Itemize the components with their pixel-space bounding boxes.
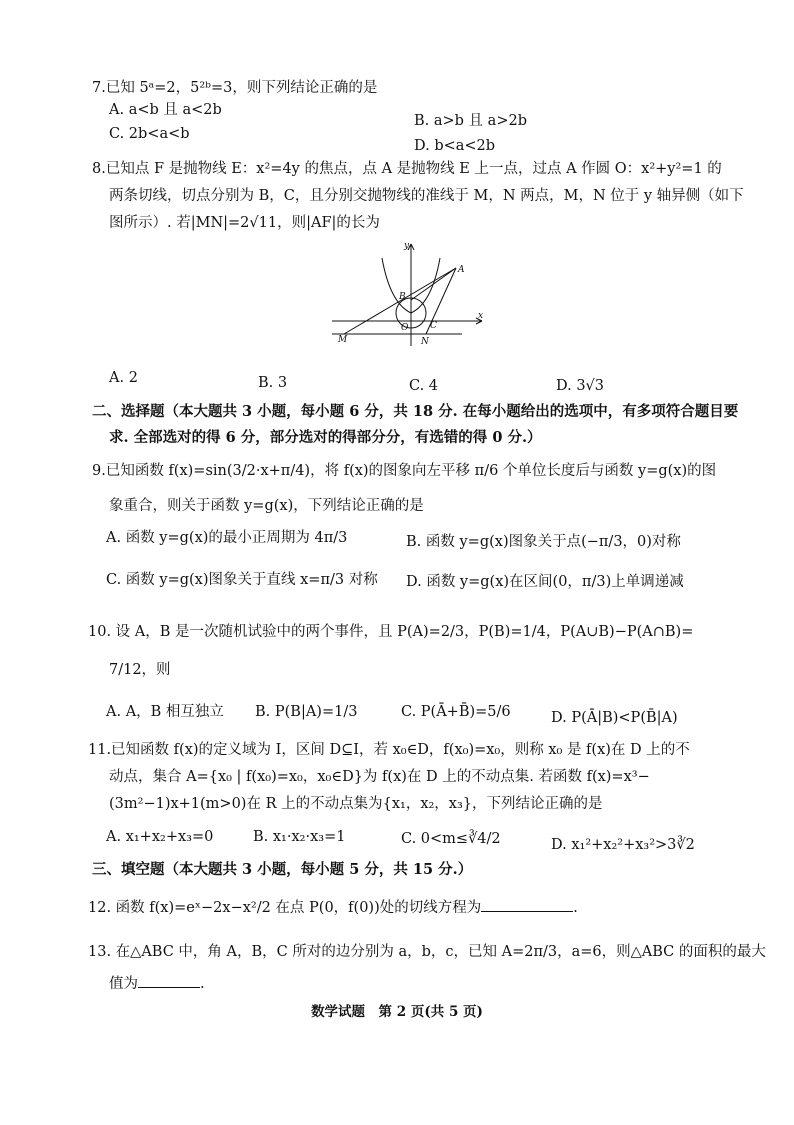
label-b: B	[399, 292, 406, 302]
q7-option-b: B. a>b 且 a>2b	[414, 113, 527, 129]
q9-option-a: A. 函数 y=g(x)的最小正周期为 4π/3	[106, 530, 348, 546]
q10-option-c: C. P(Ā+B̄)=5/6	[401, 704, 511, 720]
q9-line-2: 象重合，则关于函数 y=g(x)，下列结论正确的是	[109, 498, 424, 514]
q10-line-2: 7/12，则	[109, 662, 171, 678]
q7-option-d: D. b<a<2b	[414, 138, 496, 154]
q11-line-2: 动点，集合 A={x₀ | f(x₀)=x₀，x₀∈D}为 f(x)在 D 上的不动点集. 若函数 f(x)=x³−	[109, 769, 650, 785]
section-2-line-2: 求. 全部选对的得 6 分，部分选对的得部分分，有选错的得 0 分.）	[109, 429, 542, 446]
q8-option-c: C. 4	[409, 378, 439, 394]
label-c: C	[430, 321, 437, 331]
q11-option-a: A. x₁+x₂+x₃=0	[106, 829, 214, 845]
q8-option-d: D. 3√3	[556, 378, 605, 394]
q11-option-d: D. x₁²+x₂²+x₃²>3∛2	[551, 837, 695, 853]
q9-line-1: 9.已知函数 f(x)=sin(3/2·x+π/4)，将 f(x)的图象向左平移 π/6 个单位长度后与函数 y=g(x)的图	[92, 463, 717, 479]
label-x: x	[478, 311, 484, 321]
q10-line-1: 10. 设 A，B 是一次随机试验中的两个事件，且 P(A)=2/3，P(B)=1/4，P(A∪B)−P(A∩B)=	[88, 624, 694, 640]
section-2-line-1: 二、选择题（本大题共 3 小题，每小题 6 分，共 18 分. 在每小题给出的选项中，有多项符合题目要	[92, 403, 739, 420]
parabola-circle-figure	[330, 238, 490, 350]
label-m: M	[338, 335, 348, 345]
page-footer: 数学试题 第 2 页(共 5 页)	[311, 1004, 483, 1020]
q8-line-3: 图所示）. 若|MN|=2√11，则|AF|的长为	[109, 215, 380, 231]
q9-option-c: C. 函数 y=g(x)图象关于直线 x=π/3 对称	[106, 572, 378, 588]
q13-answer-blank[interactable]	[138, 973, 200, 988]
q11-line-3: (3m²−1)x+1(m>0)在 R 上的不动点集为{x₁，x₂，x₃}，下列结论正确的是	[109, 796, 603, 812]
q11-line-1: 11.已知函数 f(x)的定义域为 I，区间 D⊆I，若 x₀∈D，f(x₀)=x₀，则称 x₀ 是 f(x)在 D 上的不	[88, 742, 690, 758]
q8-option-b: B. 3	[258, 375, 288, 391]
label-a: A	[458, 265, 465, 275]
q13-text: 值为	[109, 976, 138, 992]
q8-option-a: A. 2	[109, 370, 138, 386]
q11-option-c: C. 0<m≤∛4/2	[401, 831, 501, 847]
label-o: O	[401, 323, 409, 333]
q9-option-b: B. 函数 y=g(x)图象关于点(−π/3，0)对称	[406, 534, 681, 550]
q12-text: 12. 函数 f(x)=eˣ−2x−x²/2 在点 P(0，f(0))处的切线方程为	[88, 900, 482, 916]
q8-line-2: 两条切线，切点分别为 B，C，且分别交抛物线的准线于 M，N 两点，M，N 位于 y 轴异侧（如下	[109, 188, 744, 204]
q7-option-a: A. a<b 且 a<2b	[109, 102, 222, 118]
q7-stem: 7.已知 5ᵃ=2，5²ᵇ=3，则下列结论正确的是	[92, 80, 378, 96]
q12-end: .	[573, 900, 578, 916]
label-y: y	[404, 241, 410, 251]
q12-answer-blank[interactable]	[481, 897, 573, 912]
q9-option-d: D. 函数 y=g(x)在区间(0，π/3)上单调递减	[406, 574, 684, 590]
label-n: N	[421, 337, 429, 347]
q11-option-b: B. x₁·x₂·x₃=1	[253, 829, 346, 845]
q10-option-a: A. A，B 相互独立	[106, 704, 224, 720]
q12-line	[88, 897, 578, 918]
section-3-title: 三、填空题（本大题共 3 小题，每小题 5 分，共 15 分.）	[92, 861, 473, 878]
q10-option-b: B. P(B|A)=1/3	[255, 704, 358, 720]
q10-option-d: D. P(Ā|B)<P(B̄|A)	[551, 710, 678, 726]
q7-option-c: C. 2b<a<b	[109, 126, 190, 142]
q13-line-2	[109, 973, 205, 994]
q13-line-1: 13. 在△ABC 中，角 A，B，C 所对的边分别为 a，b，c，已知 A=2π/3，a=6，则△ABC 的面积的最大	[88, 944, 766, 960]
q8-line-1: 8.已知点 F 是抛物线 E：x²=4y 的焦点，点 A 是抛物线 E 上一点，过点 A 作圆 O：x²+y²=1 的	[92, 161, 722, 177]
q13-end: .	[200, 976, 205, 992]
